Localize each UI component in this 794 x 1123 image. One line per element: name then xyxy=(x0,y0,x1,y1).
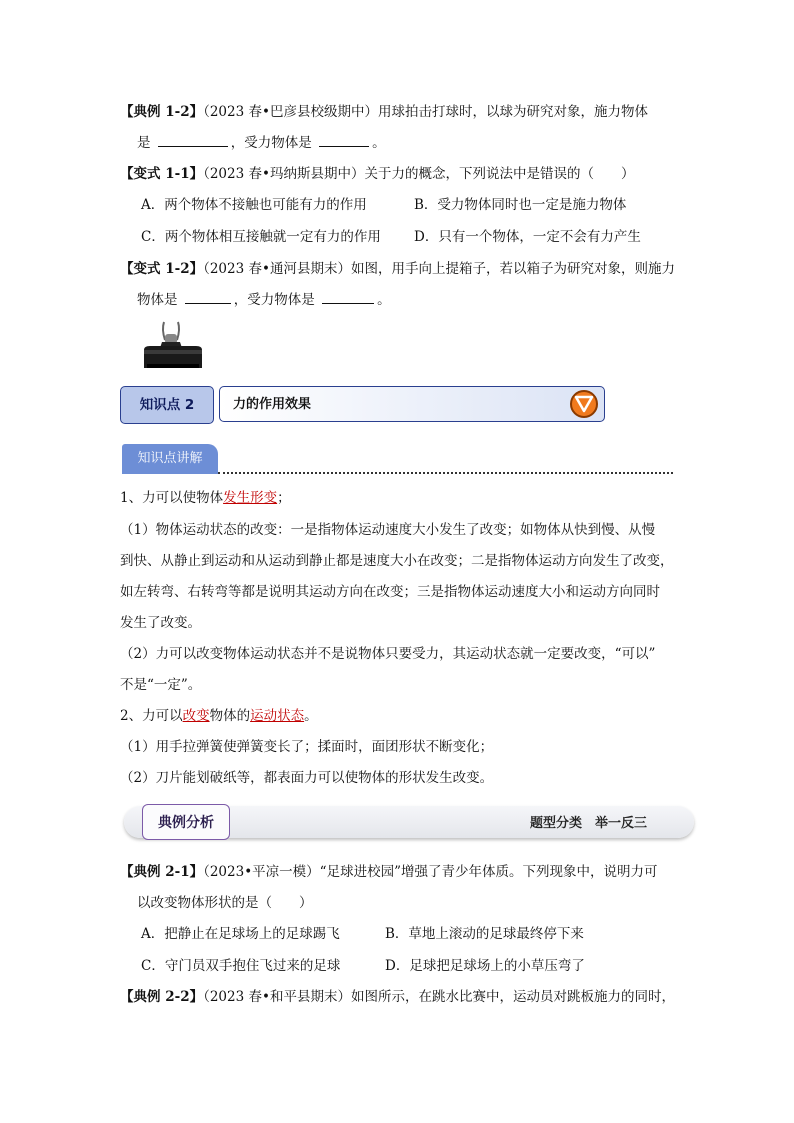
example-1-2-text: ，受力物体是 xyxy=(230,135,312,151)
example-2-1-prefix: 【典例 2-1】 xyxy=(120,864,204,880)
example-1-2-text: 。 xyxy=(372,135,386,151)
banner-subtitle: 题型分类 举一反三 xyxy=(530,816,648,831)
answer-blank[interactable] xyxy=(185,291,231,304)
paragraph-line: 发生了改变。 xyxy=(120,615,201,631)
triangle-down-icon[interactable] xyxy=(570,390,598,418)
point-2-text: 。 xyxy=(304,708,318,724)
paragraph-line: （1）物体运动状态的改变：一是指物体运动速度大小发生了改变；如物体从快到慢、从慢 xyxy=(120,522,656,538)
point-2 xyxy=(120,706,318,726)
example-1-2-prefix: 【典例 1-2】 xyxy=(120,104,204,120)
example-analysis-label: 典例分析 xyxy=(142,804,230,840)
point-1-text: ； xyxy=(277,490,291,506)
example-2-1-question: （2023•平凉一模）“足球进校园”增强了青少年体质。下列现象中，说明力可 xyxy=(203,864,658,880)
option-c[interactable]: C．两个物体相互接触就一定有力的作用 xyxy=(141,229,381,245)
point-2-text: 2、力可以 xyxy=(120,708,183,724)
section-tag: 知识点讲解 xyxy=(122,444,218,474)
answer-blank[interactable] xyxy=(322,291,374,304)
knowledge-point-title xyxy=(219,386,605,422)
point-2-text: 物体的 xyxy=(209,708,251,724)
knowledge-point-title-text: 力的作用效果 xyxy=(233,397,312,412)
paragraph-line: 如左转弯、右转弯等都是说明其运动方向在改变；三是指物体运动速度大小和运动方向同时 xyxy=(120,584,660,600)
option-c[interactable]: C．守门员双手抱住飞过来的足球 xyxy=(141,958,341,974)
option-d[interactable]: D．只有一个物体，一定不会有力产生 xyxy=(414,229,641,245)
answer-blank[interactable] xyxy=(319,134,369,147)
option-a[interactable]: A．两个物体不接触也可能有力的作用 xyxy=(141,197,367,213)
example-1-2-text: 是 xyxy=(137,135,151,151)
highlight-term: 改变 xyxy=(182,708,210,724)
highlight-term: 发生形变 xyxy=(223,490,278,506)
variant-1-2-line-1 xyxy=(120,259,675,279)
example-2-2-question: （2023 春•和平县期末）如图所示，在跳水比赛中，运动员对跳板施力的同时， xyxy=(203,989,675,1005)
example-1-2-line-1 xyxy=(120,102,648,122)
option-d[interactable]: D．足球把足球场上的小草压弯了 xyxy=(385,958,585,974)
variant-1-1-prefix: 【变式 1-1】 xyxy=(120,166,204,182)
variant-1-1-question: （2023 春•玛纳斯县期中）关于力的概念，下列说法中是错误的（ ） xyxy=(203,166,635,182)
variant-1-2-prefix: 【变式 1-2】 xyxy=(120,261,204,277)
example-2-2-prefix: 【典例 2-2】 xyxy=(120,989,204,1005)
example-2-1-line-2: 以改变物体形状的是（ ） xyxy=(137,895,313,911)
knowledge-point-label: 知识点 2 xyxy=(120,386,214,424)
paragraph-line: 不是“一定”。 xyxy=(120,677,202,693)
hand-lifting-box-figure xyxy=(138,320,208,372)
example-1-2-question: （2023 春•巴彦县校级期中）用球拍击打球时，以球为研究对象，施力物体 xyxy=(203,104,648,120)
variant-1-2-text: ，受力物体是 xyxy=(233,292,315,308)
example-2-2-line-1 xyxy=(120,987,675,1007)
answer-blank[interactable] xyxy=(158,134,228,147)
point-1-text: 1、力可以使物体 xyxy=(120,490,224,506)
variant-1-2-text: 物体是 xyxy=(137,292,178,308)
paragraph-line: （1）用手拉弹簧使弹簧变长了；揉面时，面团形状不断变化； xyxy=(120,739,494,755)
paragraph-line: （2）力可以改变物体运动状态并不是说物体只要受力，其运动状态就一定要改变，“可以” xyxy=(120,646,656,662)
option-b[interactable]: B．受力物体同时也一定是施力物体 xyxy=(414,197,627,213)
paragraph-line: （2）刀片能划破纸等，都表面力可以使物体的形状发生改变。 xyxy=(120,770,494,786)
paragraph-line: 到快、从静止到运动和从运动到静止都是速度大小在改变；二是指物体运动方向发生了改变， xyxy=(120,553,674,569)
dotted-divider xyxy=(218,472,673,474)
example-2-1-line-1 xyxy=(120,862,657,882)
variant-1-2-text: 。 xyxy=(377,292,391,308)
highlight-term: 运动状态 xyxy=(250,708,305,724)
knowledge-point-header xyxy=(120,386,606,424)
variant-1-2-question: （2023 春•通河县期末）如图，用手向上提箱子，若以箱子为研究对象，则施力 xyxy=(203,261,675,277)
point-1 xyxy=(120,488,291,508)
option-b[interactable]: B．草地上滚动的足球最终停下来 xyxy=(385,926,584,942)
option-a[interactable]: A．把静止在足球场上的足球踢飞 xyxy=(141,926,340,942)
variant-1-2-line-2 xyxy=(137,290,391,310)
variant-1-1-line xyxy=(120,164,634,184)
example-1-2-line-2 xyxy=(137,133,386,153)
